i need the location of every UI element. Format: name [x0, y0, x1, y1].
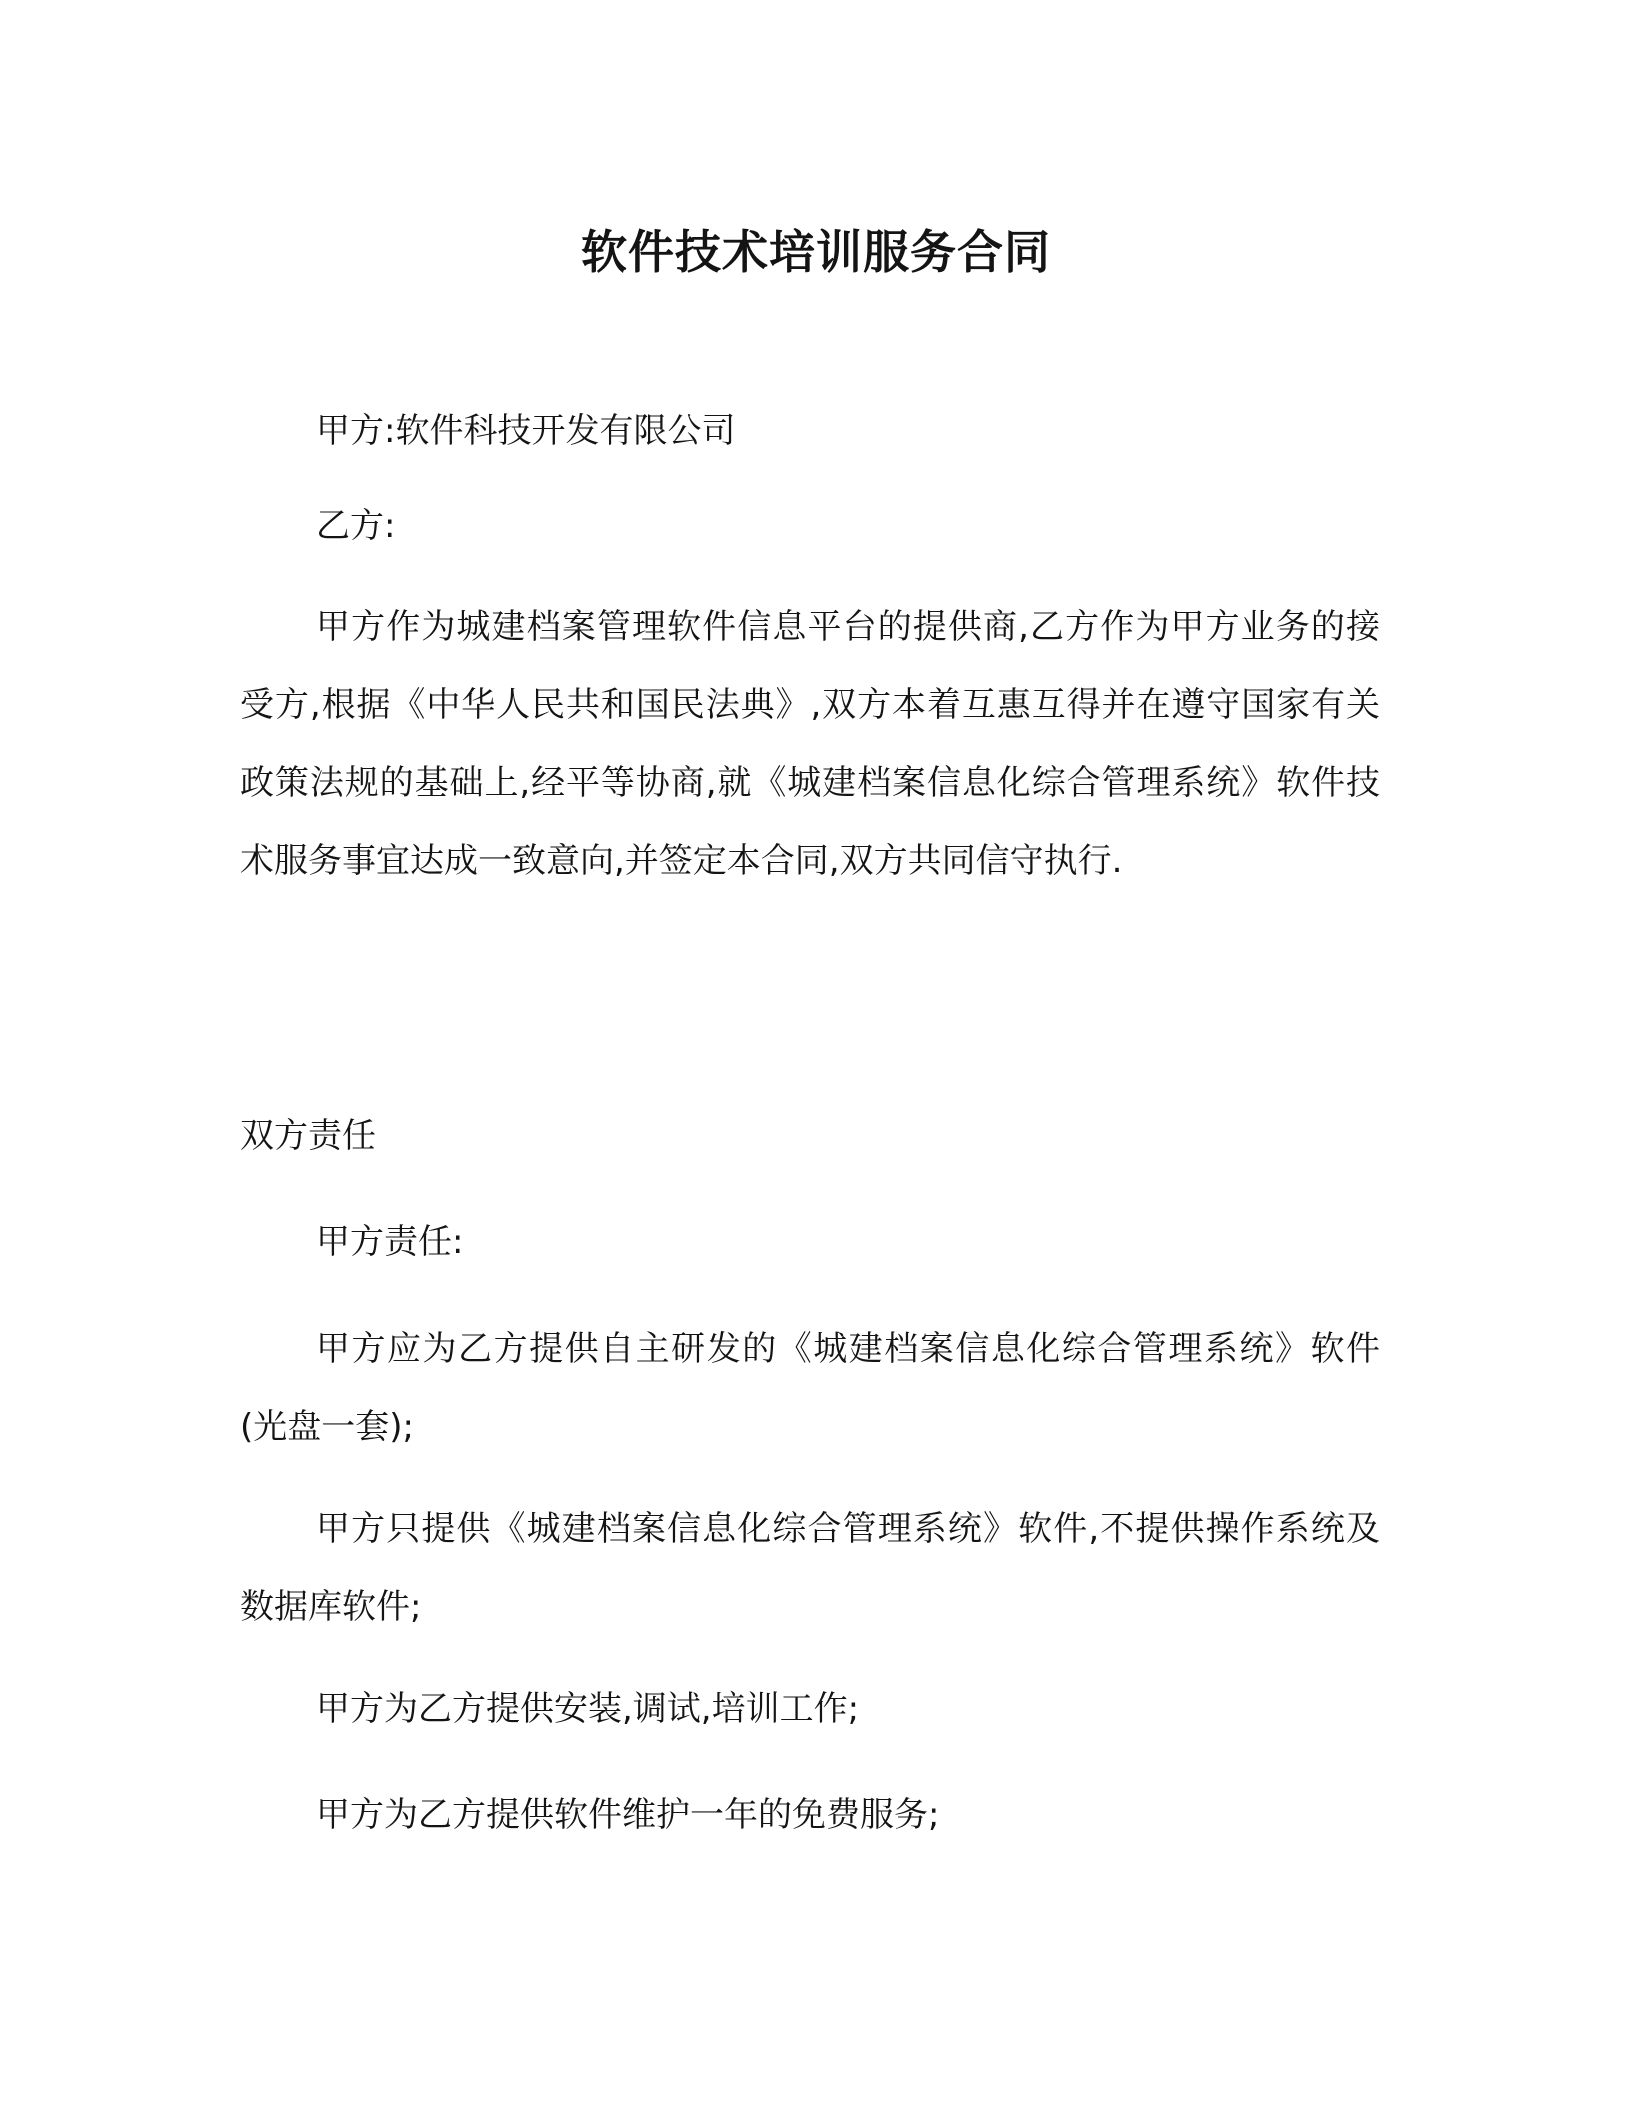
party-a-responsibility-heading: 甲方责任: [316, 1222, 464, 1262]
section-heading: 双方责任 [240, 1116, 376, 1156]
party-a-line: 甲方:软件科技开发有限公司 [316, 411, 736, 451]
party-b-line: 乙方: [316, 506, 396, 546]
preamble-paragraph: 甲方作为城建档案管理软件信息平台的提供商,乙方作为甲方业务的接受方,根据《中华人民共和国民法典》,双方本着互惠互得并在遵守国家有关政策法规的基础上,经平等协商,就《城建档案信息化综合管理系统》软件技术服务事宜达成一致意向,并签定本合同,双方共同信守执行. [240, 607, 1380, 881]
document-title: 软件技术培训服务合同 [581, 225, 1051, 279]
clause-1: 甲方应为乙方提供自主研发的《城建档案信息化综合管理系统》软件(光盘一套); [240, 1329, 1380, 1447]
clause-4: 甲方为乙方提供软件维护一年的免费服务; [316, 1795, 940, 1835]
clause-2: 甲方只提供《城建档案信息化综合管理系统》软件,不提供操作系统及数据库软件; [240, 1509, 1380, 1627]
clause-3: 甲方为乙方提供安装,调试,培训工作; [316, 1689, 860, 1729]
